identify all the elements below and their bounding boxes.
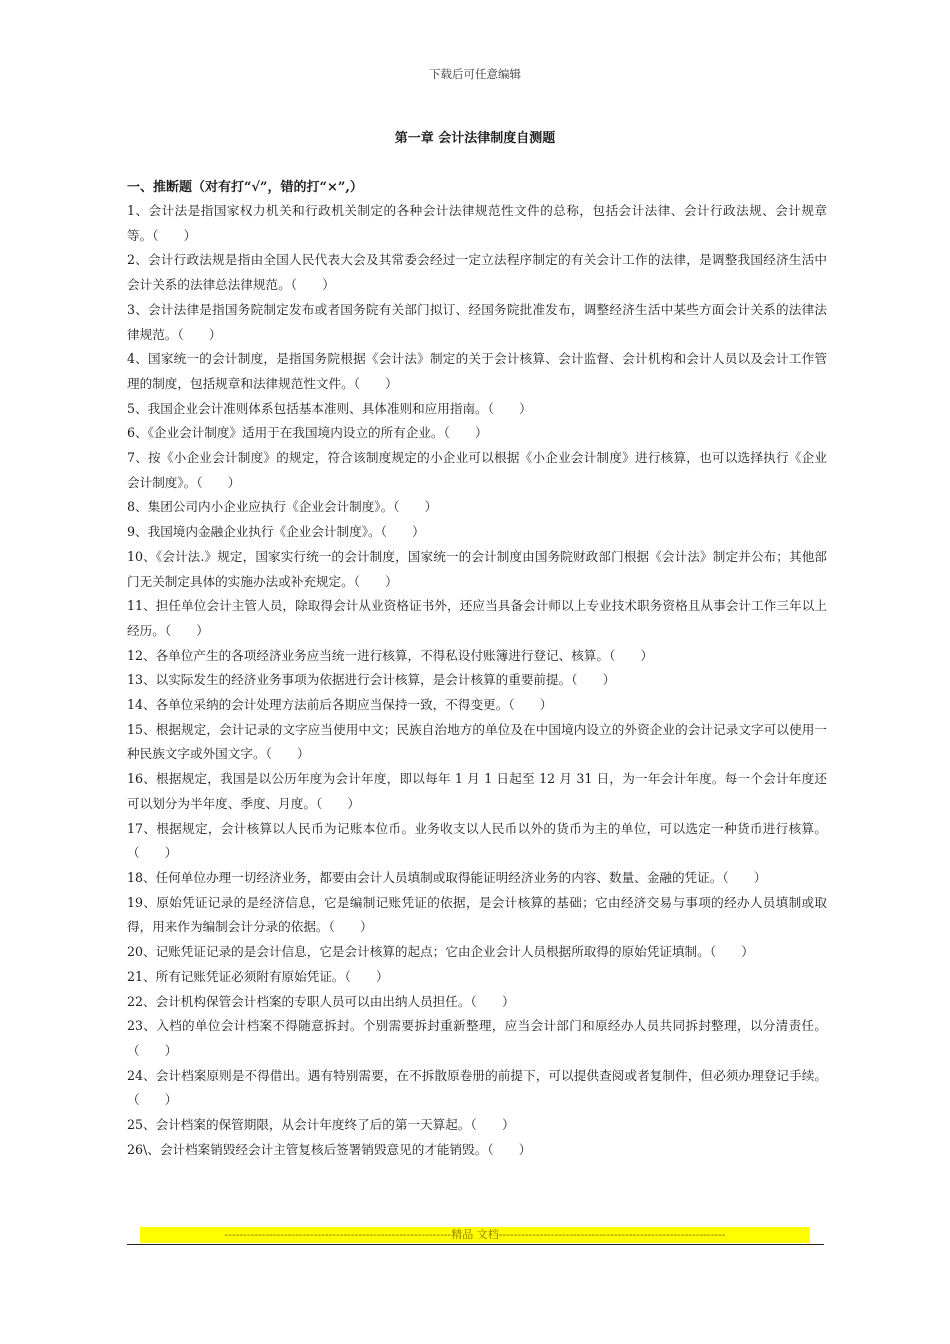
question-item: 12、各单位产生的各项经济业务应当统一进行核算，不得私设付账簿进行登记、核算。（ ） bbox=[127, 647, 654, 663]
question-item: 21、所有记账凭证必须附有原始凭证。（ ） bbox=[127, 968, 389, 984]
question-item: 1、会计法是指国家权力机关和行政机关制定的各种会计法律规范性文件的总称，包括会计法律、会计行政法规、会计规章等。（ ） bbox=[127, 203, 827, 243]
question-item: 13、以实际发生的经济业务事项为依据进行会计核算，是会计核算的重要前提。（ ） bbox=[127, 672, 616, 688]
footer-banner: -------------------------------------------------------------精品 文档------------------------------------------------------------- bbox=[140, 1227, 810, 1243]
question-item: 17、根据规定，会计核算以人民币为记账本位币。业务收支以人民币以外的货币为主的单位，可以选定一种货币进行核算。（ ） bbox=[127, 820, 827, 861]
question-item: 26\、会计档案销毁经会计主管复核后签署销毁意见的才能销毁。（ ） bbox=[127, 1141, 532, 1157]
question-list bbox=[127, 199, 827, 1162]
question-item: 15、根据规定，会计记录的文字应当使用中文；民族自治地方的单位及在中国境内设立的外资企业的会计记录文字可以使用一种民族文字或外国文字。（ ） bbox=[127, 721, 827, 762]
question-item: 11、担任单位会计主管人员，除取得会计从业资格证书外，还应当具备会计师以上专业技术职务资格且从事会计工作三年以上经历。（ ） bbox=[127, 598, 827, 638]
question-item: 7、按《小企业会计制度》的规定，符合该制度规定的小企业可以根据《小企业会计制度》进行核算，也可以选择执行《企业会计制度》。（ ） bbox=[127, 450, 827, 490]
question-item: 9、我国境内金融企业执行《企业会计制度》。（ ） bbox=[127, 524, 425, 540]
question-item: 18、任何单位办理一切经济业务，都要由会计人员填制或取得能证明经济业务的内容、数量、金融的凭证。（ ） bbox=[127, 869, 767, 885]
question-item: 5、我国企业会计准则体系包括基本准则、具体准则和应用指南。（ ） bbox=[127, 400, 532, 416]
question-item: 3、会计法律是指国务院制定发布或者国务院有关部门拟订、经国务院批准发布，调整经济生活中某些方面会计关系的法律法律规范。（ ） bbox=[127, 301, 827, 342]
question-item: 2、会计行政法规是指由全国人民代表大会及其常委会经过一定立法程序制定的有关会计工作的法律，是调整我国经济生活中会计关系的法律总法律规范。（ ） bbox=[127, 252, 827, 293]
question-item: 4、国家统一的会计制度，是指国务院根据《会计法》制定的关于会计核算、会计监督、会计机构和会计人员以及会计工作管理的制度，包括规章和法律规范性文件。（ ） bbox=[127, 351, 827, 391]
question-item: 6、《企业会计制度》适用于在我国境内设立的所有企业。（ ） bbox=[127, 425, 488, 441]
footer-divider bbox=[127, 1244, 824, 1245]
question-item: 24、会计档案原则是不得借出。遇有特别需要，在不拆散原卷册的前提下，可以提供查阅或者复制件，但必须办理登记手续。（ ） bbox=[127, 1067, 827, 1108]
header-note: 下载后可任意编辑 bbox=[429, 67, 521, 81]
question-item: 20、记账凭证记录的是会计信息，它是会计核算的起点；它由企业会计人员根据所取得的原始凭证填制。（ ） bbox=[127, 944, 754, 960]
question-item: 19、原始凭证记录的是经济信息，它是编制记账凭证的依据，是会计核算的基础；它由经济交易与事项的经办人员填制或取得，用来作为编制会计分录的依据。（ ） bbox=[127, 894, 827, 935]
question-item: 14、各单位采纳的会计处理方法前后各期应当保持一致，不得变更。（ ） bbox=[127, 697, 553, 713]
question-item: 25、会计档案的保管期限，从会计年度终了后的第一天算起。（ ） bbox=[127, 1117, 515, 1133]
section-heading: 一、推断题（对有打“√”，错的打“×”,） bbox=[127, 180, 363, 195]
question-item: 23、入档的单位会计档案不得随意拆封。个别需要拆封重新整理，应当会计部门和原经办人员共同拆封整理，以分清责任。（ ） bbox=[127, 1018, 827, 1058]
question-item: 10、《会计法.》规定，国家实行统一的会计制度，国家统一的会计制度由国务院财政部门根据《会计法》制定并公布；其他部门无关制定具体的实施办法或补充规定。（ ） bbox=[127, 548, 827, 589]
question-item: 8、集团公司内小企业应执行《企业会计制度》。（ ） bbox=[127, 499, 438, 515]
question-item: 22、会计机构保管会计档案的专职人员可以由出纳人员担任。（ ） bbox=[127, 993, 515, 1009]
chapter-title: 第一章 会计法律制度自测题 bbox=[394, 131, 556, 146]
question-item: 16、根据规定，我国是以公历年度为会计年度，即以每年 1 月 1 日起至 12 月 31 日，为一年会计年度。每一个会计年度还可以划分为半年度、季度、月度。（ ） bbox=[127, 771, 827, 811]
